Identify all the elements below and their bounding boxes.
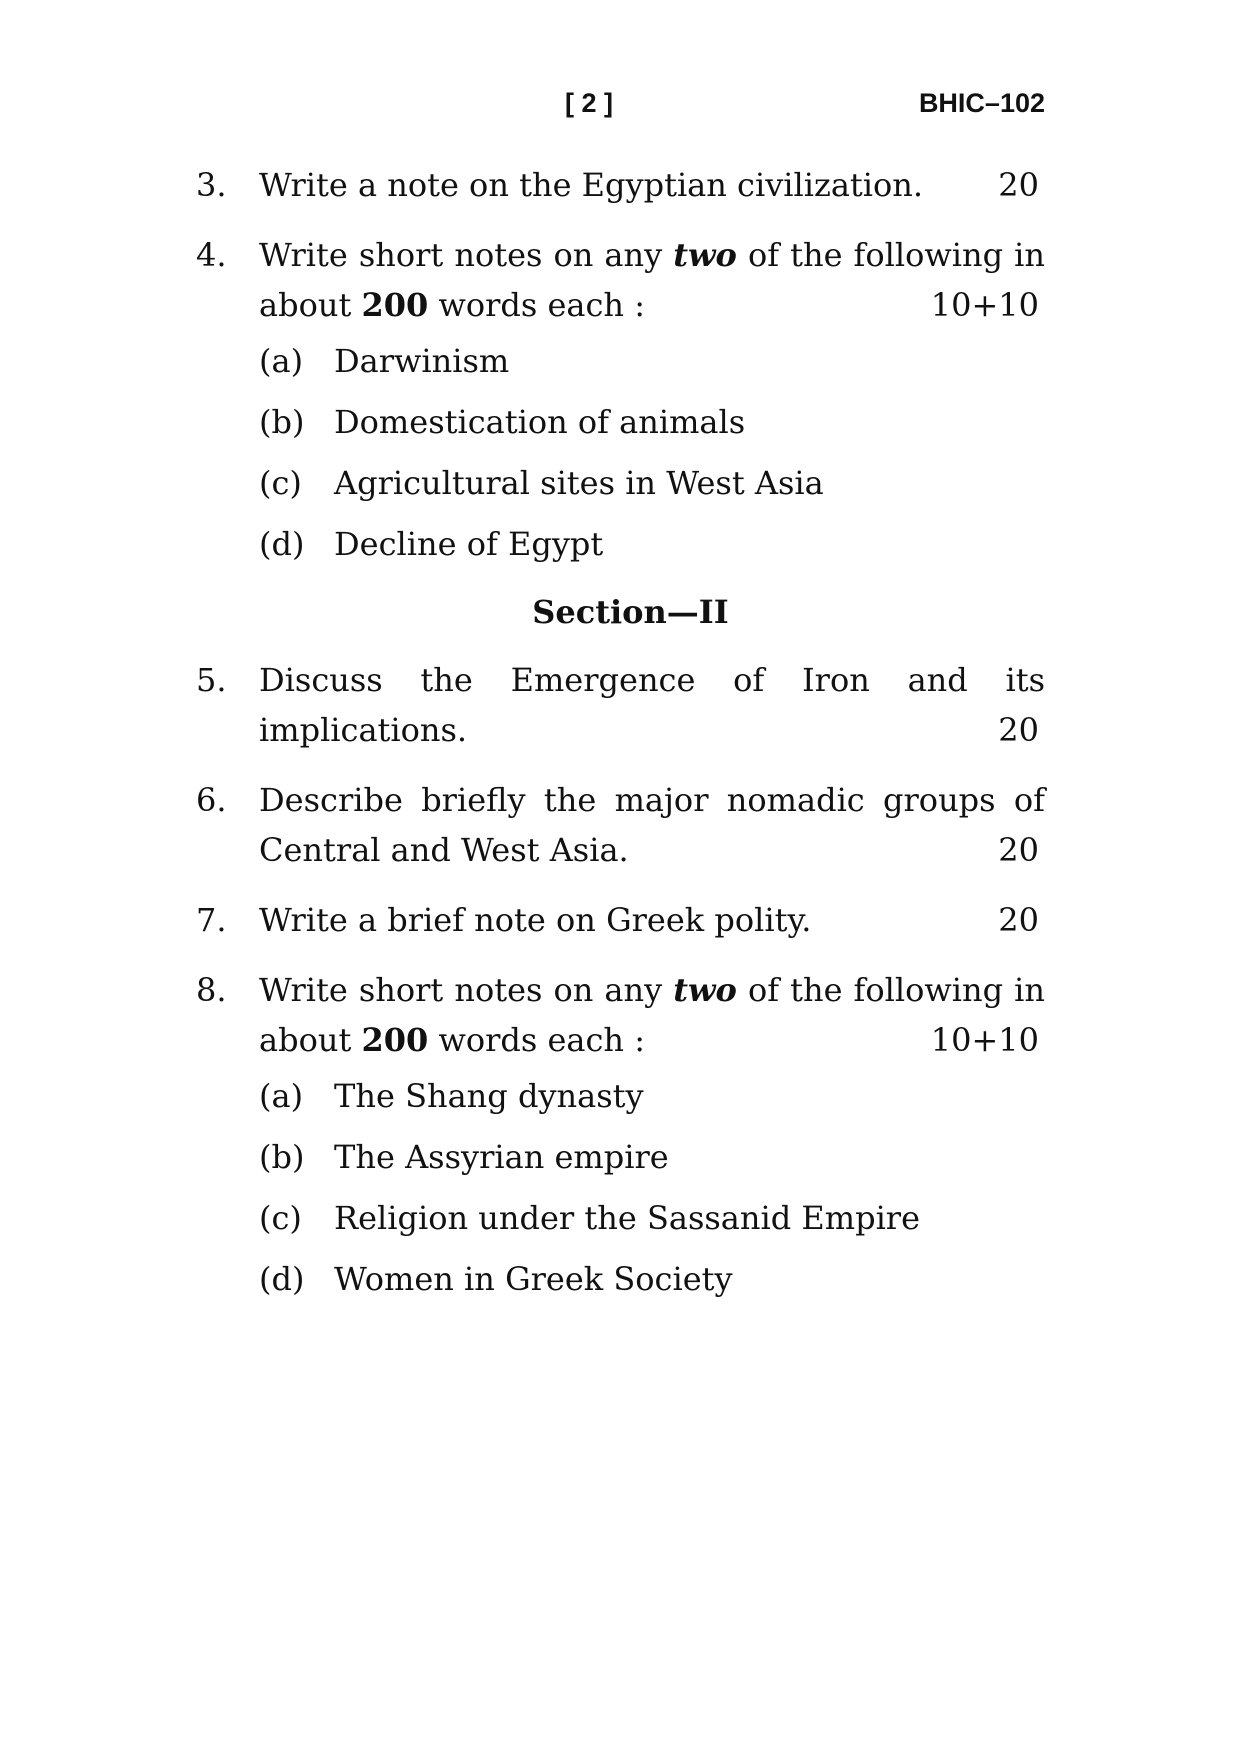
question-line bbox=[259, 280, 1045, 330]
question-number: 6. bbox=[196, 781, 227, 819]
question-text: words each : bbox=[428, 1021, 645, 1059]
sub-question-text: Women in Greek Society bbox=[334, 1260, 733, 1298]
question-6 bbox=[196, 775, 1045, 875]
sub-question-label: (b) bbox=[259, 403, 305, 441]
sub-question bbox=[196, 336, 1045, 397]
paper-code: BHIC–102 bbox=[918, 88, 1045, 118]
sub-question bbox=[196, 458, 1045, 519]
question-text: Write a brief note on Greek polity. bbox=[259, 901, 812, 939]
question-text: about bbox=[259, 286, 362, 324]
question-line bbox=[259, 160, 1045, 210]
question-number: 4. bbox=[196, 236, 227, 274]
emphasis-word: two bbox=[673, 971, 737, 1009]
question-5 bbox=[196, 655, 1045, 755]
question-number: 5. bbox=[196, 661, 227, 699]
question-4 bbox=[196, 230, 1045, 330]
sub-question bbox=[196, 1071, 1045, 1132]
question-text: about bbox=[259, 1021, 362, 1059]
question-line bbox=[259, 825, 1045, 875]
question-number: 8. bbox=[196, 971, 227, 1009]
sub-question bbox=[196, 397, 1045, 458]
sub-question-text: Religion under the Sassanid Empire bbox=[334, 1199, 921, 1237]
question-text: words each : bbox=[428, 286, 645, 324]
question-line bbox=[259, 965, 1045, 1015]
word-count: 200 bbox=[361, 286, 429, 324]
sub-question bbox=[196, 1254, 1045, 1315]
sub-question-text: The Shang dynasty bbox=[334, 1077, 644, 1115]
question-marks: 20 bbox=[998, 711, 1039, 749]
question-marks: 20 bbox=[998, 166, 1039, 204]
question-marks: 20 bbox=[998, 831, 1039, 869]
question-text: Describe briefly the major nomadic groups of bbox=[259, 781, 1045, 819]
question-line bbox=[259, 1015, 1045, 1065]
question-text: Central and West Asia. bbox=[259, 831, 629, 869]
sub-question bbox=[196, 1132, 1045, 1193]
sub-question-label: (d) bbox=[259, 1260, 305, 1298]
sub-question-label: (d) bbox=[259, 525, 305, 563]
question-marks: 20 bbox=[998, 901, 1039, 939]
section-heading: Section—II bbox=[532, 593, 729, 631]
question-number: 3. bbox=[196, 166, 227, 204]
question-7 bbox=[196, 895, 1045, 945]
question-text: of the following in bbox=[736, 236, 1046, 274]
sub-question-label: (c) bbox=[259, 1199, 302, 1237]
question-3 bbox=[196, 160, 1045, 210]
sub-question-label: (c) bbox=[259, 464, 302, 502]
question-line bbox=[259, 895, 1045, 945]
sub-question-text: Decline of Egypt bbox=[334, 525, 604, 563]
question-text: of the following in bbox=[736, 971, 1046, 1009]
page-header bbox=[0, 88, 1241, 128]
sub-question-text: The Assyrian empire bbox=[334, 1138, 669, 1176]
page-number: [ 2 ] bbox=[565, 88, 614, 118]
sub-question-list bbox=[196, 336, 1045, 569]
question-8 bbox=[196, 965, 1045, 1065]
question-marks: 10+10 bbox=[930, 286, 1039, 324]
sub-question bbox=[196, 519, 1045, 569]
word-count: 200 bbox=[361, 1021, 429, 1059]
sub-question-label: (a) bbox=[259, 342, 304, 380]
question-paper-body bbox=[196, 160, 1045, 1333]
question-text: Discuss the Emergence of Iron and its bbox=[259, 661, 1045, 699]
sub-question-label: (b) bbox=[259, 1138, 305, 1176]
sub-question-text: Darwinism bbox=[334, 342, 510, 380]
question-text: implications. bbox=[259, 711, 468, 749]
question-marks: 10+10 bbox=[930, 1021, 1039, 1059]
sub-question bbox=[196, 1193, 1045, 1254]
sub-question-list bbox=[196, 1071, 1045, 1315]
sub-question-label: (a) bbox=[259, 1077, 304, 1115]
question-text: Write short notes on any bbox=[259, 971, 674, 1009]
sub-question-text: Agricultural sites in West Asia bbox=[334, 464, 824, 502]
question-line bbox=[259, 705, 1045, 755]
emphasis-word: two bbox=[673, 236, 737, 274]
question-text: Write short notes on any bbox=[259, 236, 674, 274]
question-text: Write a note on the Egyptian civilization. bbox=[259, 166, 924, 204]
question-number: 7. bbox=[196, 901, 227, 939]
sub-question-text: Domestication of animals bbox=[334, 403, 746, 441]
question-line bbox=[259, 230, 1045, 280]
